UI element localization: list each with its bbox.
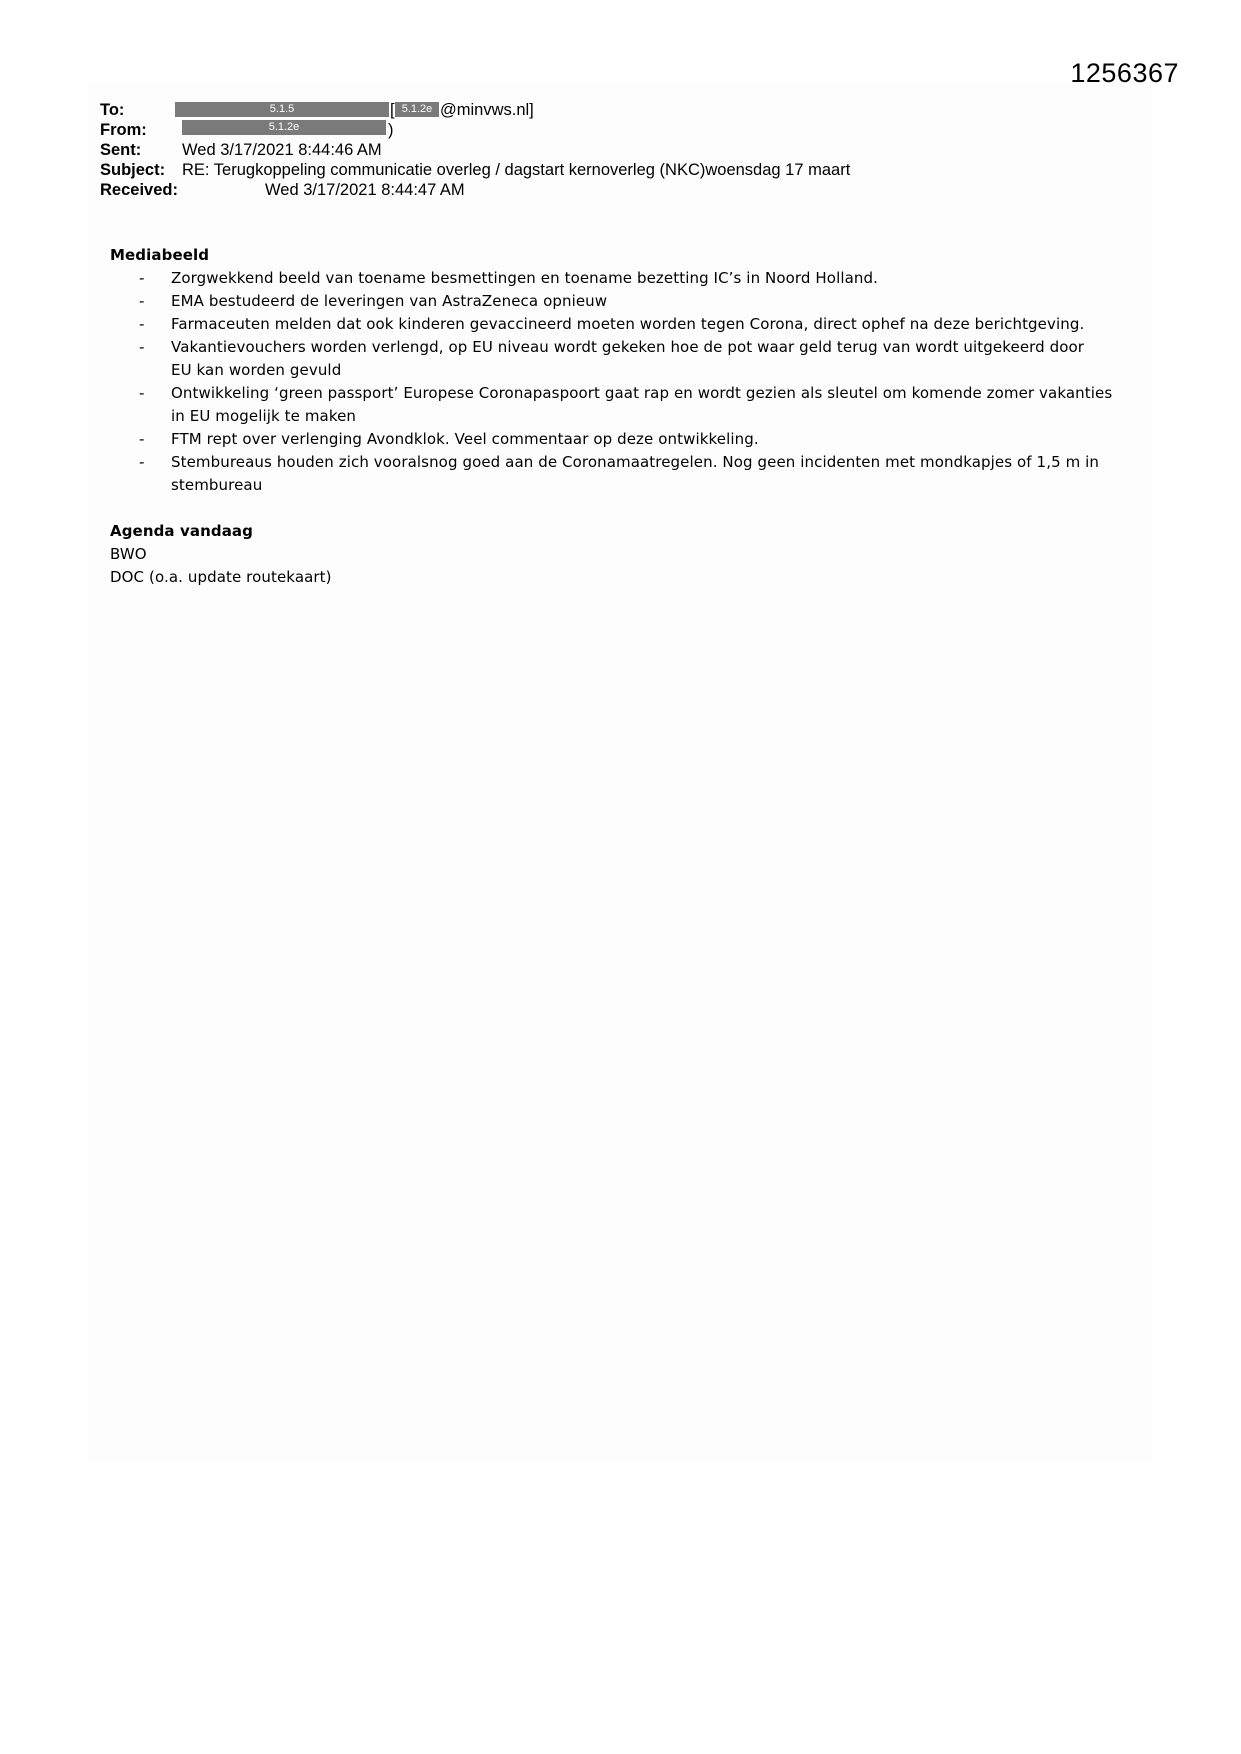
to-bracket: [ bbox=[390, 101, 395, 119]
mediabeeld-heading: Mediabeeld bbox=[110, 246, 210, 264]
to-email-domain: @minvws.nl] bbox=[440, 101, 534, 119]
subject-label: Subject: bbox=[100, 161, 166, 179]
agenda-line: BWO bbox=[110, 545, 147, 563]
redacted-recipient-name: 5.1.5 bbox=[175, 102, 389, 117]
sent-label: Sent: bbox=[100, 141, 142, 159]
from-closing: ) bbox=[388, 121, 394, 139]
subject-value: RE: Terugkoppeling communicatie overleg / dagstart kernoverleg (NKC)woensdag 17 maart bbox=[182, 161, 851, 179]
list-item: - FTM rept over verlenging Avondklok. Veel commentaar op deze ontwikkeling. bbox=[139, 430, 759, 448]
agenda-line: DOC (o.a. update routekaart) bbox=[110, 568, 332, 586]
list-item: - Farmaceuten melden dat ook kinderen gevaccineerd moeten worden tegen Corona, direct ophef na deze berichtgeving. bbox=[139, 315, 1085, 333]
list-item: - Zorgwekkend beeld van toename besmettingen en toename bezetting IC’s in Noord Holland. bbox=[139, 269, 878, 287]
document-number: 1256367 bbox=[1070, 58, 1179, 88]
to-label: To: bbox=[100, 101, 125, 119]
list-item: - EMA bestudeerd de leveringen van AstraZeneca opnieuw bbox=[139, 292, 608, 310]
list-item: - Vakantievouchers worden verlengd, op EU niveau wordt gekeken hoe de pot waar geld terug van wordt uitgekeerd door EU kan worden gevuld bbox=[139, 338, 1085, 379]
redacted-sender: 5.1.2e bbox=[182, 120, 386, 135]
from-label: From: bbox=[100, 121, 147, 139]
list-item: - Ontwikkeling ‘green passport’ Europese Coronapaspoort gaat rap en wordt gezien als sleutel om komende zomer vakanties in EU mogelijk te maken bbox=[139, 384, 1113, 425]
agenda-heading: Agenda vandaag bbox=[110, 522, 253, 540]
sent-value: Wed 3/17/2021 8:44:46 AM bbox=[182, 141, 382, 159]
email-body bbox=[110, 244, 1150, 589]
received-label: Received: bbox=[100, 181, 178, 199]
received-value: Wed 3/17/2021 8:44:47 AM bbox=[265, 181, 465, 199]
list-item: - Stembureaus houden zich vooralsnog goed aan de Coronamaatregelen. Nog geen incidenten met mondkapjes of 1,5 m in stembureau bbox=[139, 453, 1100, 494]
redacted-recipient-user: 5.1.2e bbox=[395, 102, 439, 117]
mediabeeld-list bbox=[110, 267, 1150, 497]
